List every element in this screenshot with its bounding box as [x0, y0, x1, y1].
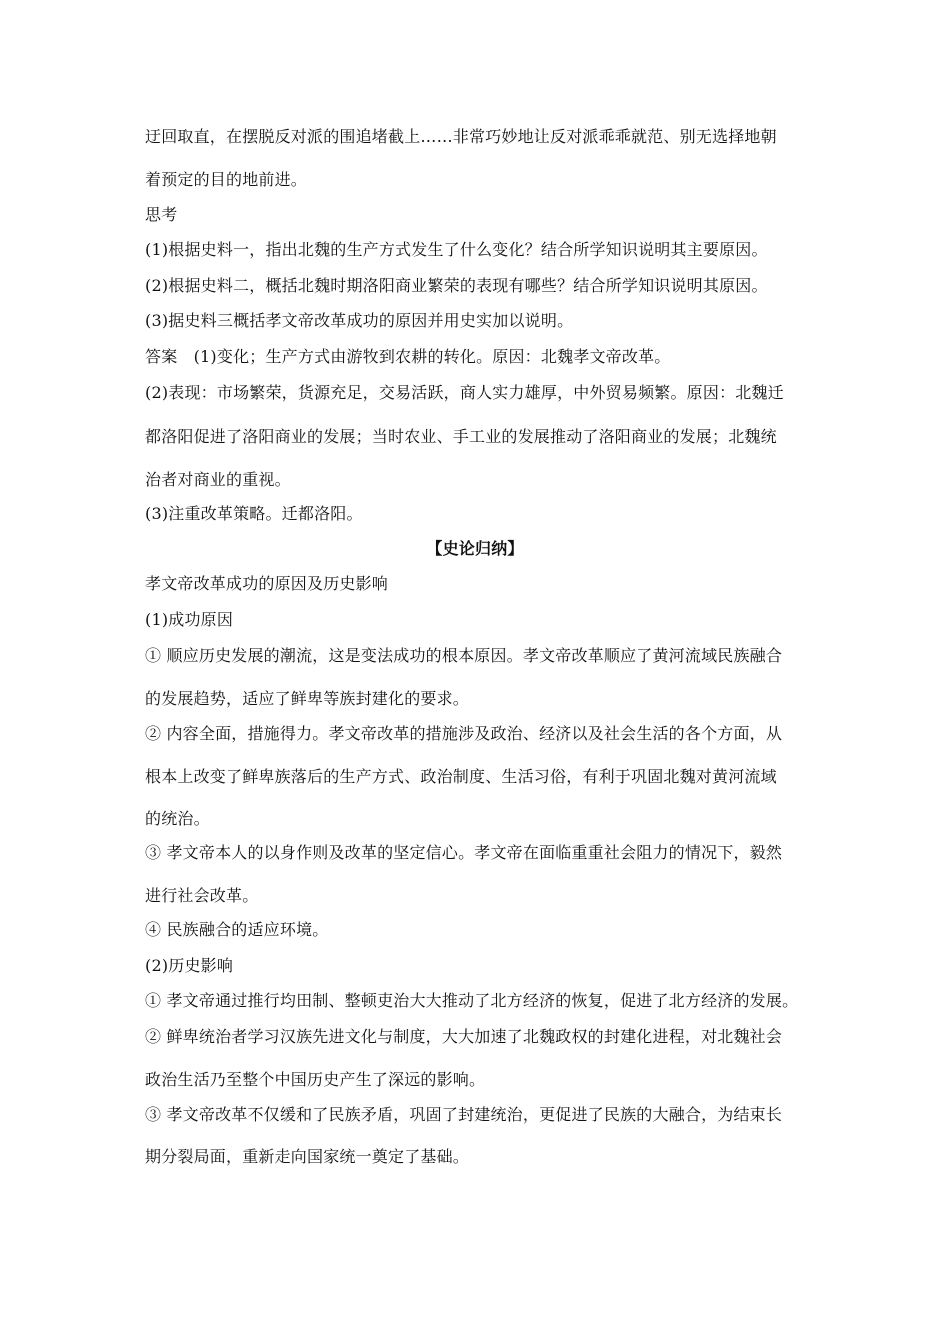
success-line: 的统治。: [145, 809, 210, 828]
answer-line: 都洛阳促进了洛阳商业的发展；当时农业、手工业的发展推动了洛阳商业的发展；北魏统: [145, 427, 777, 446]
success-line: 进行社会改革。: [145, 886, 259, 905]
answer-line: 答案 (1)变化；生产方式由游牧到农耕的转化。原因：北魏孝文帝改革。: [145, 347, 671, 366]
success-line: ④ 民族融合的适应环境。: [145, 920, 329, 939]
thinking-heading: 思考: [145, 205, 178, 224]
impact-heading: (2)历史影响: [145, 956, 234, 975]
question-item: (2)根据史料二，概括北魏时期洛阳商业繁荣的表现有哪些？结合所学知识说明其原因。: [145, 276, 768, 295]
success-heading: (1)成功原因: [145, 610, 234, 629]
success-line: 根本上改变了鲜卑族落后的生产方式、政治制度、生活习俗，有利于巩固北魏对黄河流域: [145, 767, 777, 786]
impact-line: 期分裂局面，重新走向国家统一奠定了基础。: [145, 1147, 470, 1166]
success-line: ① 顺应历史发展的潮流，这是变法成功的根本原因。孝文帝改革顺应了黄河流域民族融合: [145, 646, 783, 665]
impact-line: 政治生活乃至整个中国历史产生了深远的影响。: [145, 1070, 486, 1089]
impact-line: ② 鲜卑统治者学习汉族先进文化与制度，大大加速了北魏政权的封建化进程，对北魏社会: [145, 1027, 783, 1046]
success-line: ② 内容全面，措施得力。孝文帝改革的措施涉及政治、经济以及社会生活的各个方面，从: [145, 724, 783, 743]
answer-line: 治者对商业的重视。: [145, 470, 291, 489]
success-line: ③ 孝文帝本人的以身作则及改革的坚定信心。孝文帝在面临重重社会阻力的情况下，毅然: [145, 843, 783, 862]
summary-heading: 孝文帝改革成功的原因及历史影响: [145, 574, 389, 593]
question-item: (1)根据史料一，指出北魏的生产方式发生了什么变化？结合所学知识说明其主要原因。: [145, 240, 768, 259]
success-line: 的发展趋势，适应了鲜卑等族封建化的要求。: [145, 689, 470, 708]
section-title: 【史论归纳】: [426, 539, 524, 558]
question-item: (3)据史料三概括孝文帝改革成功的原因并用史实加以说明。: [145, 311, 574, 330]
answer-line: (2)表现：市场繁荣，货源充足，交易活跃，商人实力雄厚，中外贸易频繁。原因：北魏迁: [145, 383, 784, 402]
excerpt-line: 着预定的目的地前进。: [145, 170, 308, 189]
excerpt-line: 迂回取直，在摆脱反对派的围追堵截上……非常巧妙地让反对派乖乖就范、别无选择地朝: [145, 127, 777, 146]
impact-line: ③ 孝文帝改革不仅缓和了民族矛盾，巩固了封建统治，更促进了民族的大融合，为结束长: [145, 1105, 783, 1124]
impact-line: ① 孝文帝通过推行均田制、整顿吏治大大推动了北方经济的恢复，促进了北方经济的发展。: [145, 991, 799, 1010]
answer-line: (3)注重改革策略。迁都洛阳。: [145, 504, 363, 523]
